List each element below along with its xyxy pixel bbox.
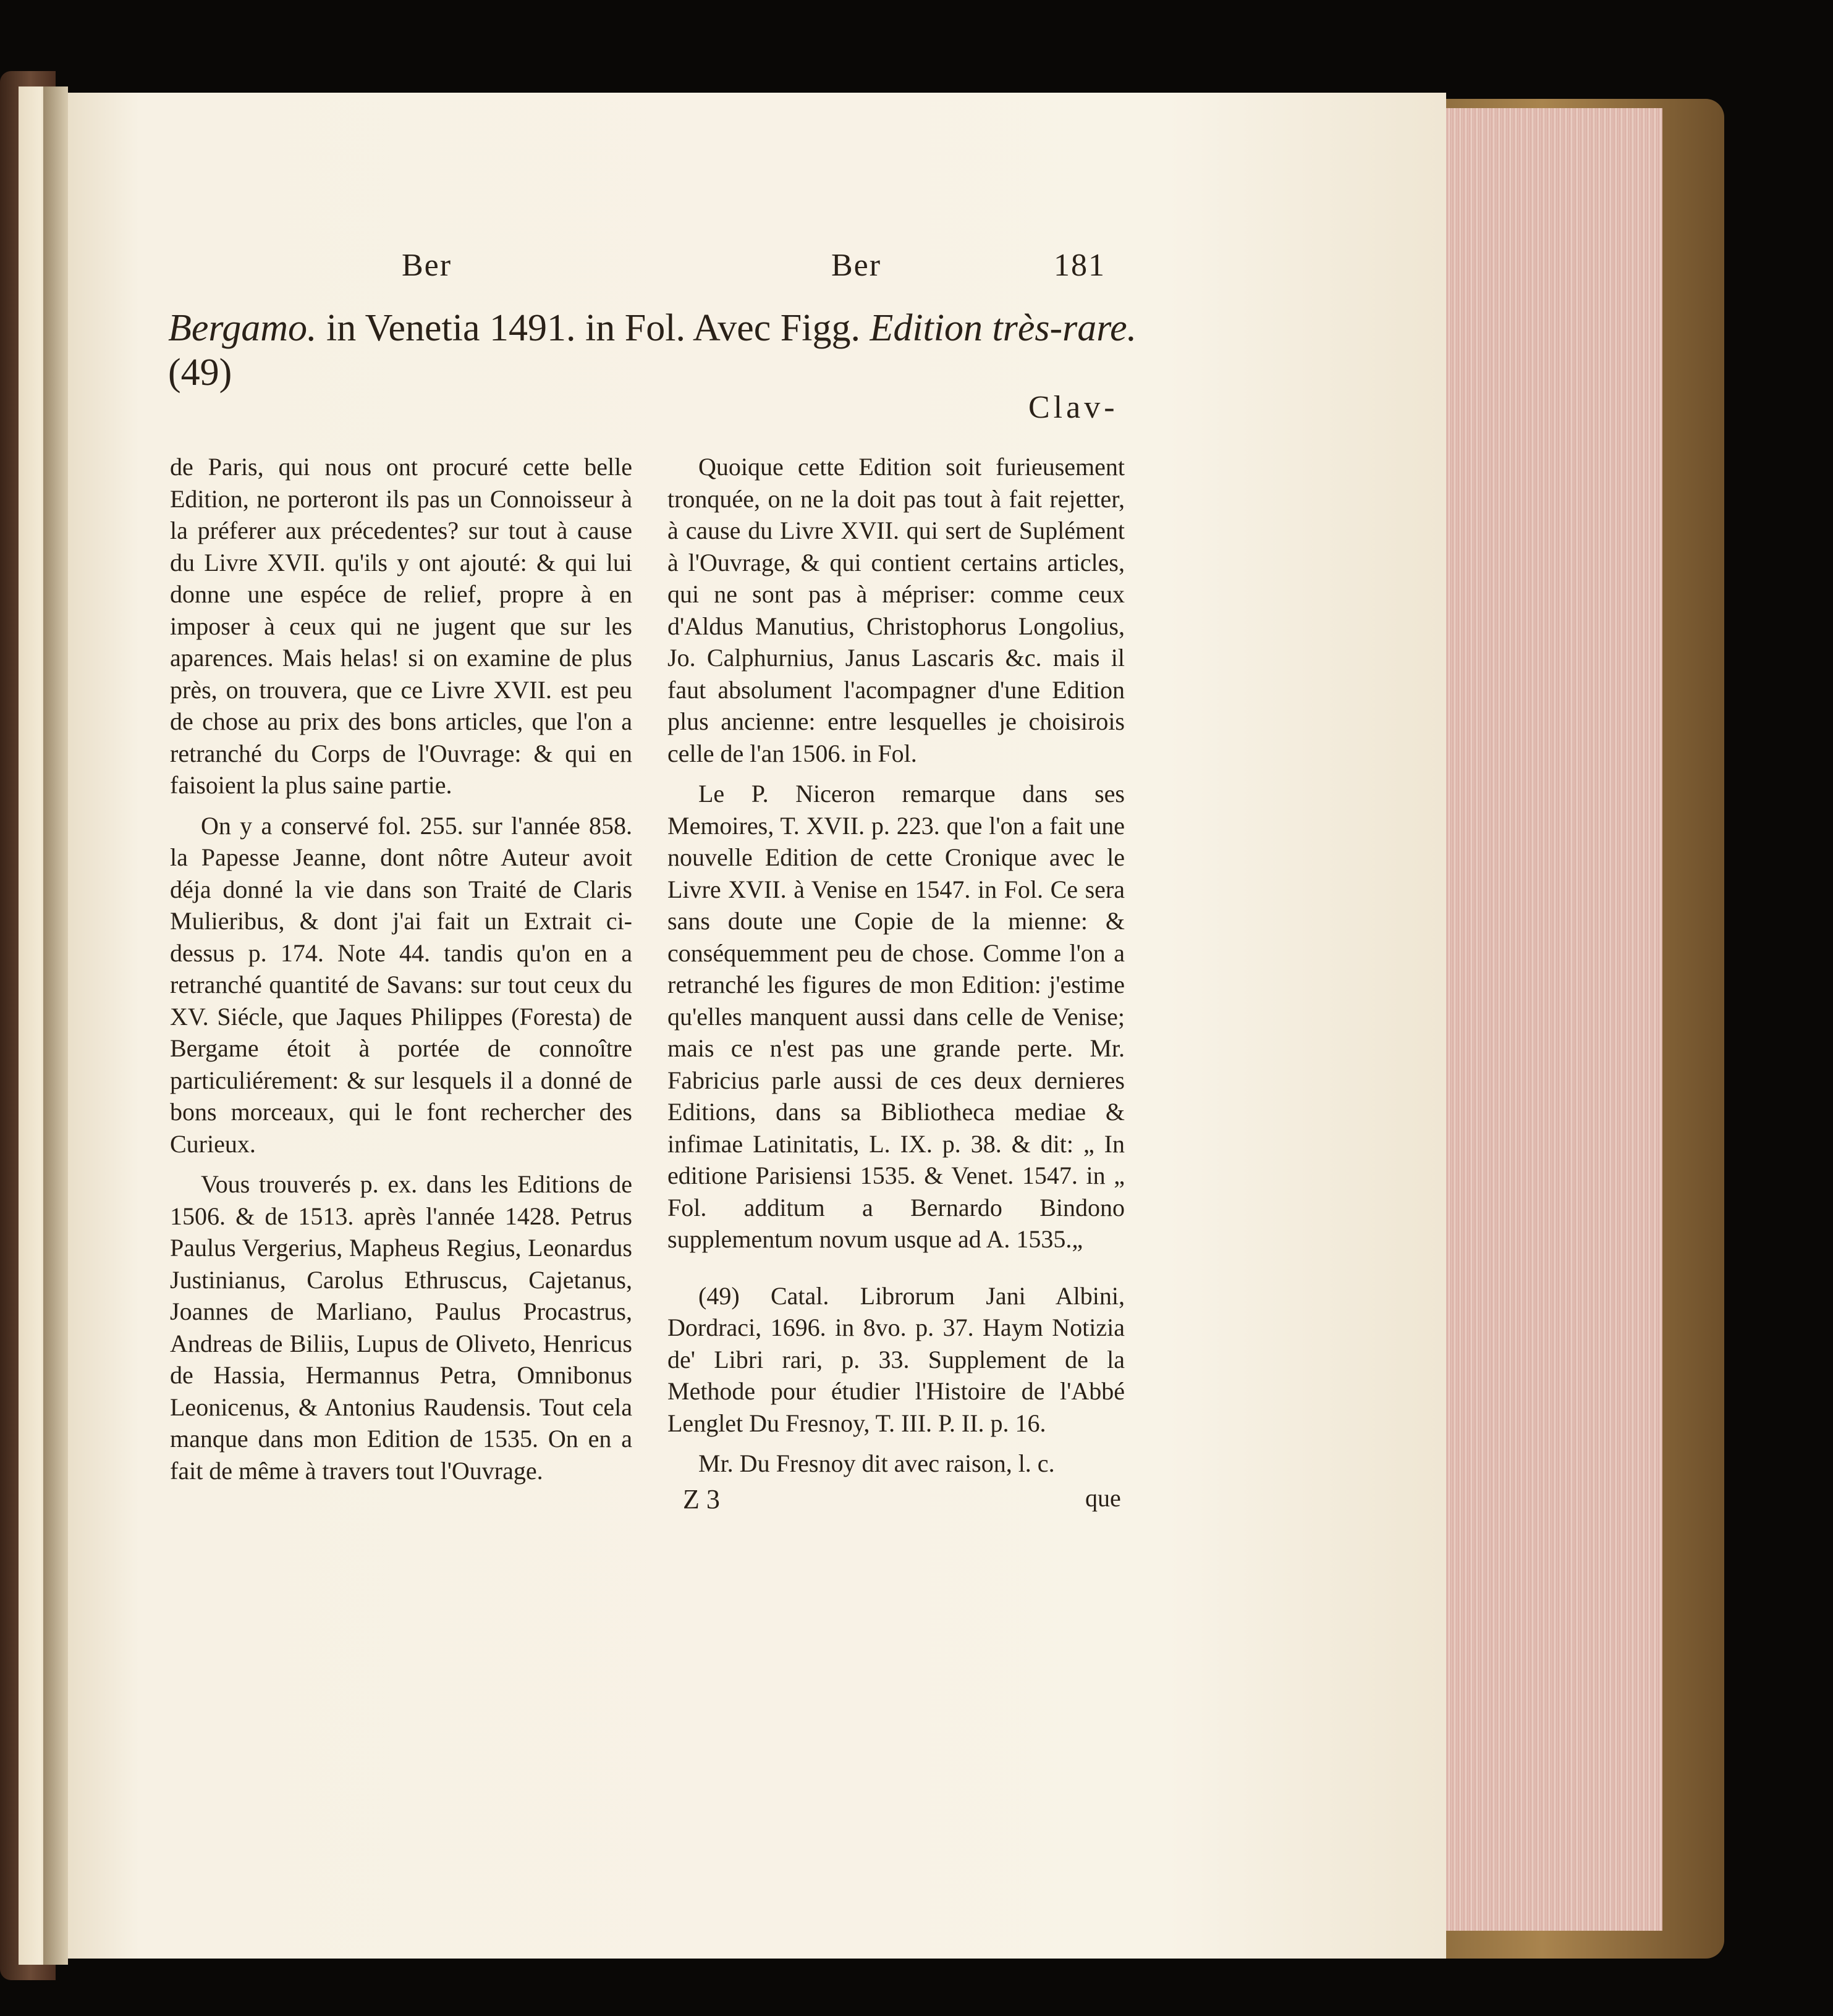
book-gutter [43, 86, 68, 1965]
left-paragraph-1: de Paris, qui nous ont procuré cette belle Edition, ne porteront ils pas un Connoisseur à la préferer aux précedentes? sur tout à cause du Livre XVII. qu'ils y ont ajouté: & qui lui donne une espéce de relief, propre à en imposer à ceux qui ne jugent que sur les aparences. Mais helas! si on examine de plus près, on trouvera, que ce Livre XVII. est peu de chose au prix des bons articles, que l'on a retranché du Corps de l'Ouvrage: & qui en faisoient la plus saine partie. [170, 453, 632, 799]
right-paragraph-4: Mr. Du Fresnoy dit avec raison, l. c. [698, 1449, 1055, 1477]
left-column [170, 451, 632, 1487]
title-italic-end: Edition très-rare. [870, 307, 1137, 349]
running-head-right: Ber [831, 248, 882, 283]
left-paragraph-3: Vous trouverés p. ex. dans les Editions de 1506. & de 1513. après l'année 1428. Petrus Paulus Vergerius, Mapheus Regius, Leonardus Justinianus, Carolus Ethruscus, Cajetanus, Joannes de Marliano, Paulus Procastrus, Andreas de Biliis, Lupus de Oliveto, Henricus de Hassia, Hermannus Petra, Omnibonus Leonicenus, & Antonius Raudensis. Tout cela manque dans mon Edition de 1535. On en a fait de même à travers tout l'Ouvrage. [170, 1170, 632, 1485]
right-paragraph-2: Le P. Niceron remarque dans ses Memoires, T. XVII. p. 223. que l'on a fait une nouvelle Edition de cette Cronique avec le Livre XVII. à Venise en 1547. in Fol. Ce sera sans doute une Copie de la mienne: & conséquemment peu de chose. Comme l'on a retranché les figures de mon Edition: j'estime qu'elles manquent aussi dans celle de Venise; mais ce n'est pas une grande perte. Mr. Fabricius parle aussi de ces deux dernieres Editions, dans sa Bibliotheca mediae & infimae Latinitatis, L. IX. p. 38. & dit: „ In editione Parisiensi 1535. & Venet. 1547. in „ Fol. additum a Bernardo Bindono supplementum novum usque ad A. 1535.„ [667, 780, 1125, 1253]
left-paragraph-2: On y a conservé fol. 255. sur l'année 858. la Papesse Jeanne, dont nôtre Auteur avoit déja donné la vie dans son Traité de Claris Mulieribus, & dont j'ai fait un Extrait ci-dessus p. 174. Note 44. tandis qu'on en a retranché quantité de Savans: sur tout ceux du XV. Siécle, que Jaques Philippes (Foresta) de Bergame étoit à portée de connoître particuliérement: & sur lesquels il a donné de bons morceaux, qui le font rechercher des Curieux. [170, 811, 632, 1158]
catchword-top: Clav- [1028, 390, 1119, 425]
footnote-49: (49) Catal. Librorum Jani Albini, Dordraci, 1696. in 8vo. p. 37. Haym Notizia de' Libri rari, p. 33. Supplement de la Methode pour étudier l'Histoire de l'Abbé Lenglet Du Fresnoy, T. III. P. II. p. 16. [667, 1281, 1125, 1437]
signature-mark: Z 3 [683, 1484, 720, 1514]
title-italic-start: Bergamo. [168, 307, 317, 349]
running-head-left: Ber [402, 248, 452, 283]
page-fore-edge [1440, 108, 1662, 1931]
title-note-ref: (49) [168, 352, 232, 394]
title-line [168, 306, 1145, 395]
catchword-bottom: que [1085, 1484, 1121, 1512]
right-paragraph-1: Quoique cette Edition soit furieusement tronquée, on ne la doit pas tout à fait rejetter, à cause du Livre XVII. qui sert de Suplément à l'Ouvrage, & qui contient certains articles, qui ne sont pas à mépriser: comme ceux d'Aldus Manutius, Christophorus Longolius, Jo. Calphurnius, Janus Lascaris &c. mais il faut absolument l'acompagner d'une Edition plus ancienne: entre lesquelles je choisirois celle de l'an 1506. in Fol. [667, 453, 1125, 767]
title-normal: in Venetia 1491. in Fol. Avec Figg. [316, 307, 870, 349]
right-column [667, 451, 1125, 1480]
page-number: 181 [1054, 248, 1106, 283]
